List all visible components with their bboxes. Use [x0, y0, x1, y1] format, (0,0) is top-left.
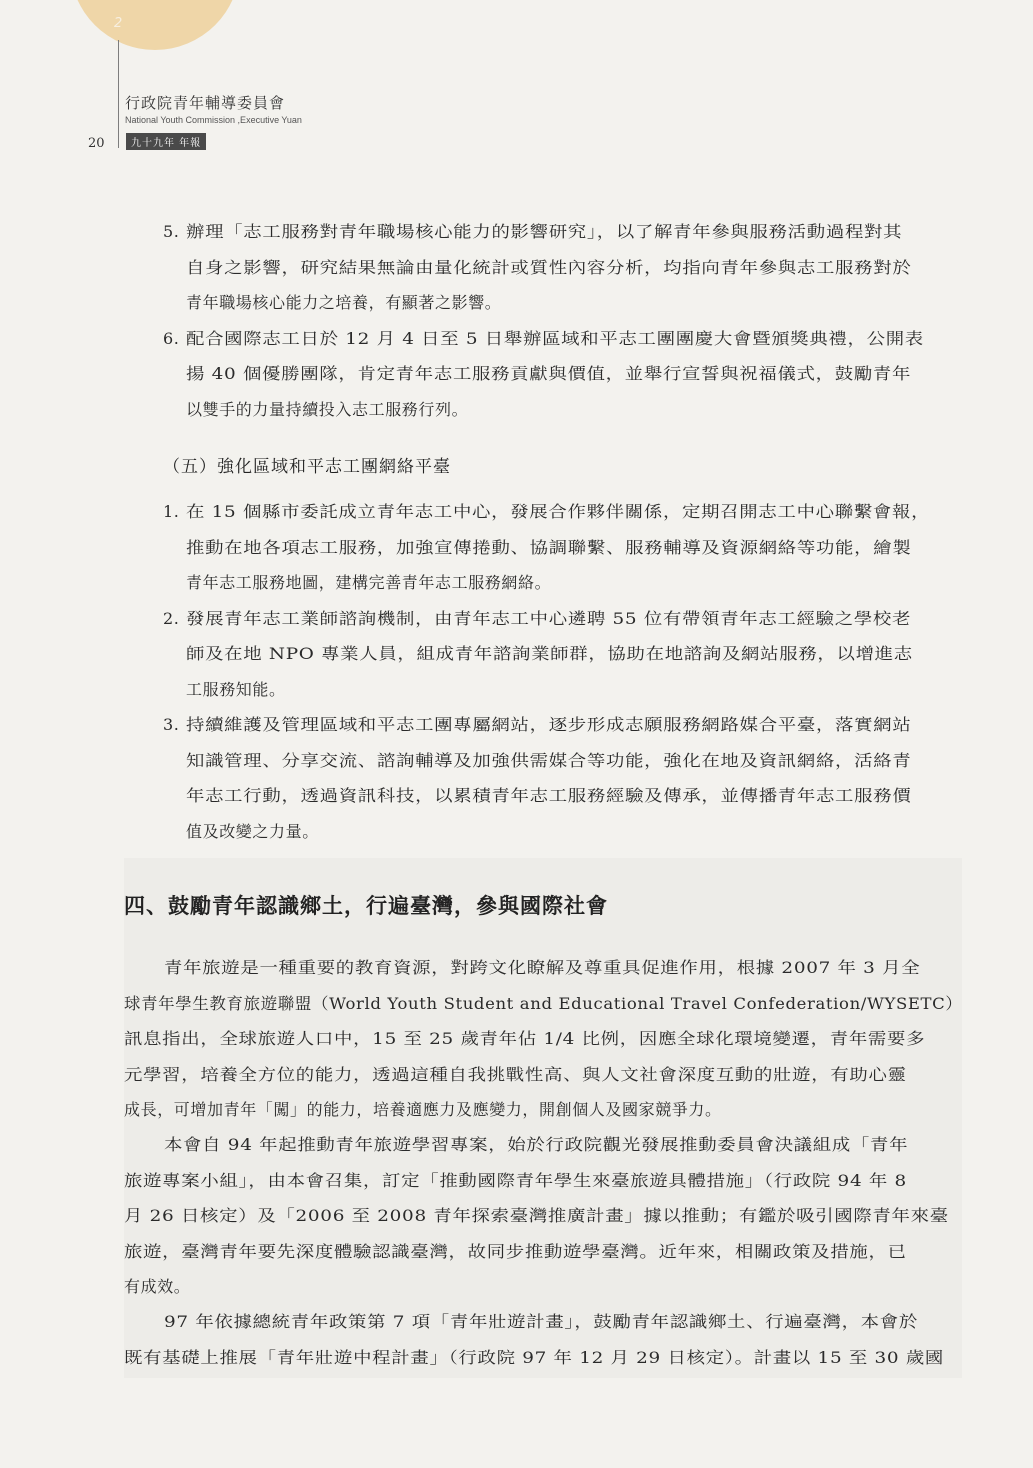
list-a-item-line: 揚 40 個優勝團隊，肯定青年志工服務貢獻與價值，並舉行宣誓與祝福儀式，鼓勵青年: [186, 364, 912, 383]
list-a-item-number: 6.: [163, 328, 180, 348]
list-b-item-line: 持續維護及管理區域和平志工團專屬網站，逐步形成志願服務網路媒合平臺，落實網站: [186, 715, 912, 734]
page-number: 20: [88, 136, 105, 151]
list-b-item-number: 1.: [163, 502, 180, 521]
list-b-item-line: 師及在地 NPO 專業人員，組成青年諮詢業師群，協助在地諮詢及網站服務，以增進志: [186, 644, 913, 663]
chapter-number: 2: [114, 16, 123, 31]
list-b-item-line: 知識管理、分享交流、諮詢輔導及加強供需媒合等功能，強化在地及資訊網絡，活絡青: [186, 750, 912, 770]
section-four-heading: 四、鼓勵青年認識鄉土，行遍臺灣，參與國際社會: [124, 894, 608, 918]
list-b-item-line: 工服務知能。: [186, 679, 286, 699]
paragraph-line: 元學習，培養全方位的能力，透過這種自我挑戰性高、與人文社會深度互動的壯遊，有助心靈: [124, 1064, 907, 1084]
paragraph-line: 旅遊，臺灣青年要先深度體驗認識臺灣，故同步推動遊學臺灣。近年來，相關政策及措施，已: [124, 1241, 907, 1261]
list-a-item-line: 青年職場核心能力之培養，有顯著之影響。: [186, 293, 502, 312]
header-divider: [118, 40, 119, 148]
list-b-item-line: 發展青年志工業師諮詢機制，由青年志工中心遴聘 55 位有帶領青年志工經驗之學校老: [186, 608, 912, 628]
paragraph-line: 成長，可增加青年「闖」的能力，培養適應力及應變力，開創個人及國家競爭力。: [124, 1100, 722, 1119]
list-b-item-number: 3.: [163, 715, 180, 734]
paragraph-line: 本會自 94 年起推動青年旅遊學習專案，始於行政院觀光發展推動委員會決議組成「青年: [164, 1135, 909, 1154]
list-a-item-line: 辦理「志工服務對青年職場核心能力的影響研究」，以了解青年參與服務活動過程對其: [186, 222, 903, 241]
list-a-item-line: 以雙手的力量持續投入志工服務行列。: [186, 399, 469, 419]
org-name-cn: 行政院青年輔導委員會: [125, 94, 286, 112]
report-badge: 九十九年 年報: [126, 133, 206, 150]
list-b-item-line: 青年志工服務地圖，建構完善青年志工服務網絡。: [186, 573, 552, 592]
list-b-item-line: 值及改變之力量。: [186, 821, 319, 841]
list-a-item-number: 5.: [163, 222, 180, 241]
paragraph-line: 有成效。: [124, 1277, 191, 1296]
list-b-item-line: 推動在地各項志工服務，加強宣傳捲動、協調聯繫、服務輔導及資源網絡等功能，繪製: [186, 537, 912, 557]
org-name-en: National Youth Commission ,Executive Yuan: [125, 115, 302, 125]
paragraph-line: 月 26 日核定）及「2006 至 2008 青年探索臺灣推廣計畫」據以推動；有鑑於吸引國際青年來臺: [124, 1206, 949, 1225]
paragraph-line: 球青年學生教育旅遊聯盟（World Youth Student and Educational Travel Confederation/WYSETC）: [124, 993, 963, 1013]
chapter-tab-circle: [70, 0, 240, 50]
list-b-item-number: 2.: [163, 608, 180, 628]
list-a-item-line: 自身之影響，研究結果無論由量化統計或質性內容分析，均指向青年參與志工服務對於: [186, 257, 912, 277]
paragraph-line: 青年旅遊是一種重要的教育資源，對跨文化瞭解及尊重具促進作用，根據 2007 年 3 月全: [164, 958, 921, 977]
paragraph-line: 訊息指出，全球旅遊人口中，15 至 25 歲青年佔 1/4 比例，因應全球化環境變遷，青年需要多: [124, 1029, 926, 1048]
paragraph-line: 97 年依據總統青年政策第 7 項「青年壯遊計畫」，鼓勵青年認識鄉土、行遍臺灣，本會於: [164, 1312, 918, 1331]
list-b-item-line: 年志工行動，透過資訊科技，以累積青年志工服務經驗及傳承，並傳播青年志工服務價: [186, 786, 912, 805]
paragraph-line: 既有基礎上推展「青年壯遊中程計畫」（行政院 97 年 12 月 29 日核定）。計畫以 15 至 30 歲國: [124, 1347, 945, 1367]
list-b-item-line: 在 15 個縣市委託成立青年志工中心，發展合作夥伴關係，定期召開志工中心聯繫會報，: [186, 502, 931, 521]
paragraph-line: 旅遊專案小組」，由本會召集，訂定「推動國際青年學生來臺旅遊具體措施」（行政院 94 年 8: [124, 1170, 907, 1190]
list-a-item-line: 配合國際志工日於 12 月 4 日至 5 日舉辦區域和平志工團團慶大會暨頒獎典禮，公開表: [186, 328, 924, 348]
section-five-heading: （五）強化區域和平志工團網絡平臺: [163, 457, 451, 477]
